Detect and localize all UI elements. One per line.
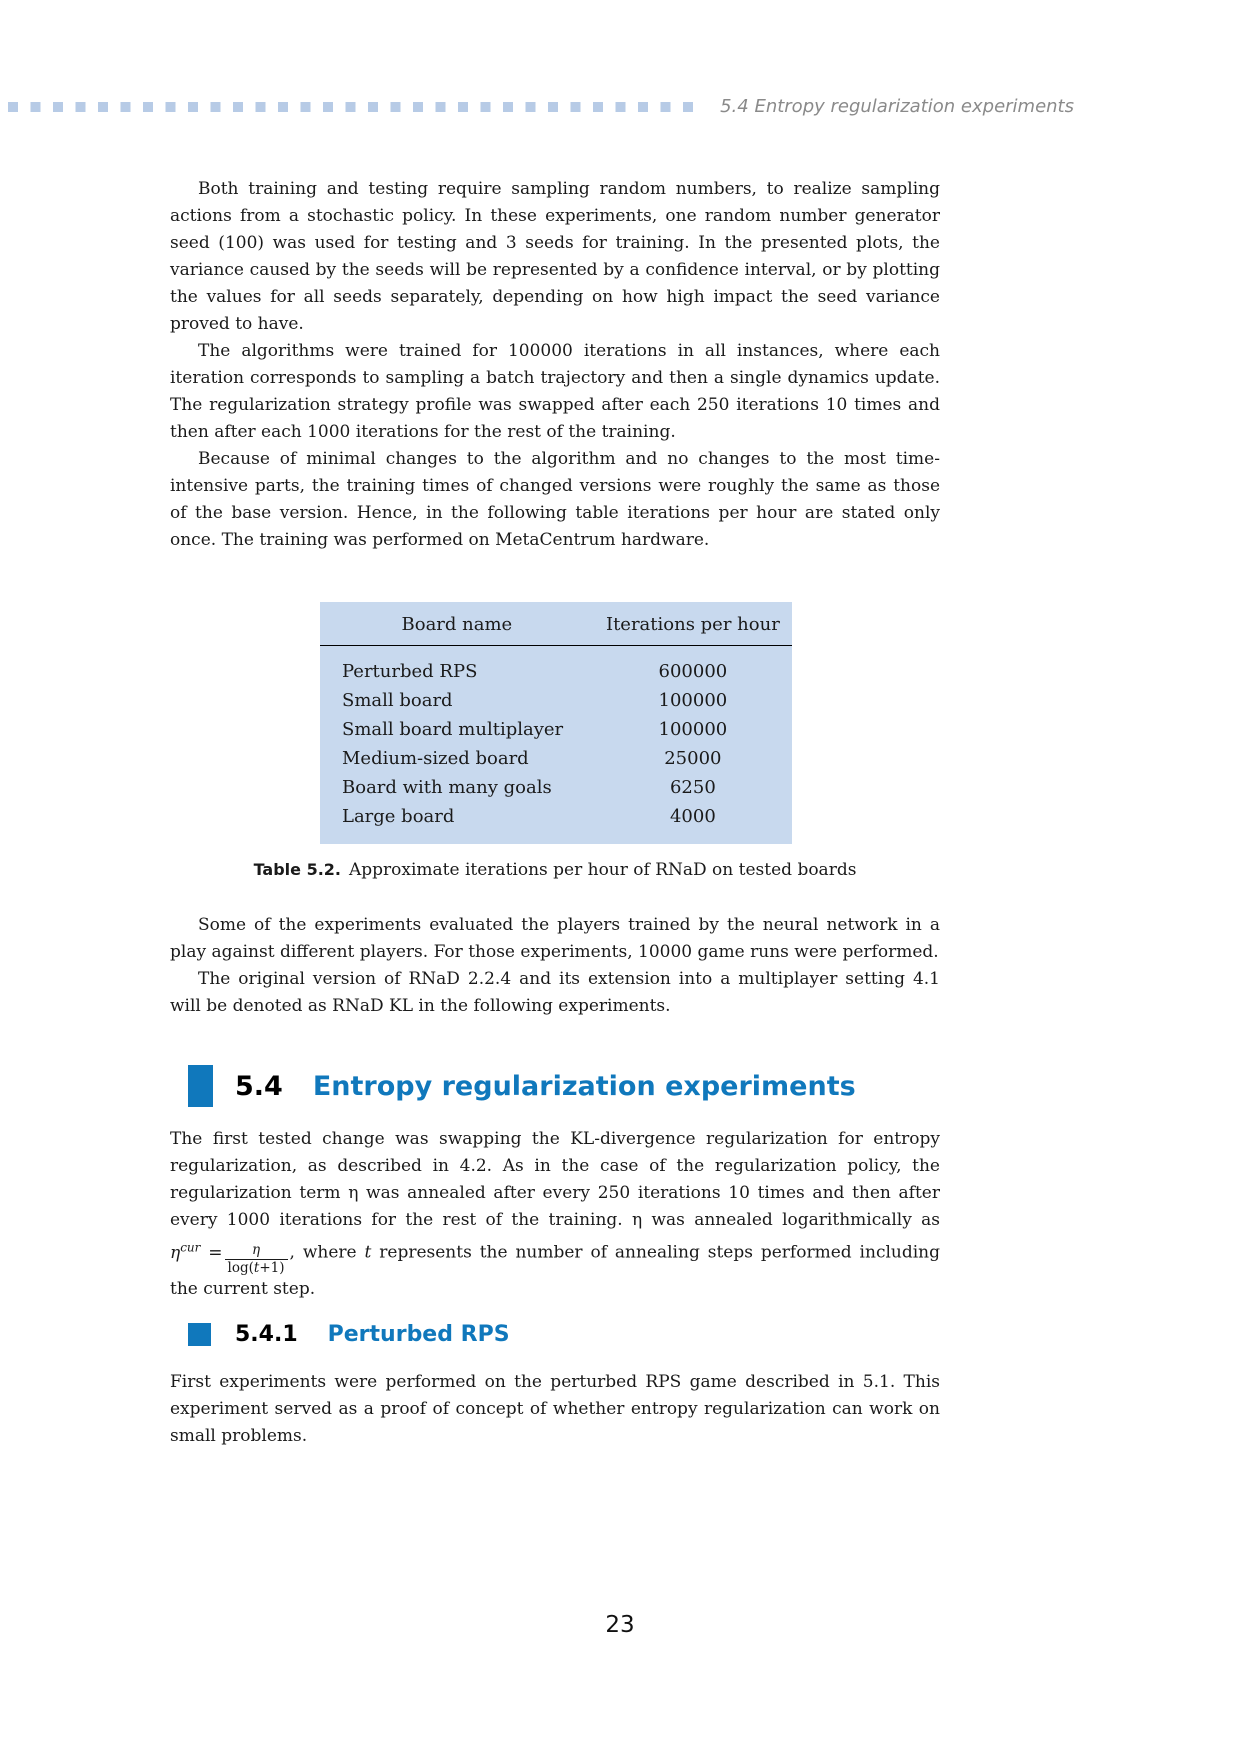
table-header <box>320 602 792 646</box>
iterations-table <box>320 602 792 844</box>
eta-annealing-formula <box>170 1240 290 1276</box>
denominator-plus-one: +1) <box>259 1259 285 1276</box>
formula-superscript: cur <box>180 1240 201 1254</box>
board-name-cell: Large board <box>342 806 455 827</box>
running-header <box>8 96 1074 117</box>
paragraph-training-iterations: The algorithms were trained for 100000 iterations in all instances, where each iteration corresponds to sampling a batch trajectory and then a single dynamics update. The regularization strategy profile was swapped after each 250 iterations 10 times and then after each 1000 iterations for the rest of the training. <box>170 341 940 442</box>
paragraph-rnad-kl: The original version of RNaD 2.2.4 and its extension into a multiplayer setting 4.1 will be denoted as RNaD KL in the following experiments. <box>170 969 940 1016</box>
section-title: Entropy regularization experiments <box>312 1070 856 1102</box>
section-heading-5-4 <box>188 1064 940 1108</box>
table-caption-text: Approximate iterations per hour of RNaD on tested boards <box>349 860 857 880</box>
iterations-cell: 100000 <box>658 719 728 740</box>
formula-equals: = <box>208 1242 223 1263</box>
table-row <box>320 646 792 687</box>
section-marker-icon <box>188 1065 213 1107</box>
table-5-2 <box>320 602 792 844</box>
table-caption <box>170 860 940 880</box>
table-row <box>320 744 792 773</box>
subsection-title: Perturbed RPS <box>327 1321 510 1347</box>
paragraph-entropy-outro-pre: , where <box>289 1242 365 1263</box>
formula-eta: η <box>170 1242 181 1263</box>
fraction-denominator <box>225 1259 288 1277</box>
table-row <box>320 686 792 715</box>
iterations-cell: 25000 <box>664 748 722 769</box>
table-body <box>320 646 792 845</box>
section-number: 5.4 <box>235 1070 283 1102</box>
iterations-cell: 100000 <box>658 690 728 711</box>
table-row <box>320 715 792 744</box>
header-dotted-rule <box>8 102 704 112</box>
paragraph-entropy-regularization <box>170 1126 940 1303</box>
subsection-heading-5-4-1 <box>188 1321 940 1347</box>
subsection-number: 5.4.1 <box>235 1321 298 1347</box>
board-name-cell: Perturbed RPS <box>342 661 478 682</box>
page-number: 23 <box>605 1612 635 1638</box>
paragraph-training-times: Because of minimal changes to the algorithm and no changes to the most time-intensive parts, the training times of changed versions were roughly the same as those of the base version. Hence, in the following table iterations per hour are stated only once. The training was performed on MetaCentrum hardware. <box>170 449 940 550</box>
board-name-cell: Small board multiplayer <box>342 719 564 740</box>
formula-fraction <box>225 1243 288 1276</box>
paragraph-perturbed-rps: First experiments were performed on the perturbed RPS game described in 5.1. This experiment served as a proof of concept of whether entropy regularization can work on small problems. <box>170 1372 940 1447</box>
subsection-marker-icon <box>188 1323 211 1346</box>
denominator-log: log( <box>227 1259 254 1276</box>
variable-t: t <box>364 1242 372 1263</box>
iterations-cell: 6250 <box>669 777 716 798</box>
paragraph-entropy-intro: The first tested change was swapping the KL-divergence regularization for entropy regularization, as described in 4.2. As in the case of the regularization policy, the regularization term η was annealed after every 250 iterations 10 times and then after every 1000 iterations for the rest of the training. η was annealed logarithmically as <box>170 1129 940 1230</box>
board-name-cell: Board with many goals <box>342 777 552 798</box>
iterations-cell: 600000 <box>658 661 728 682</box>
table-caption-label: Table 5.2. <box>253 860 341 879</box>
fraction-numerator: η <box>251 1242 261 1259</box>
paragraph-entropy-outro-post: represents the number of annealing steps performed including the current step. <box>170 1242 941 1300</box>
paragraph-sampling: Both training and testing require sampling random numbers, to realize sampling actions from a stochastic policy. In these experiments, one random number generator seed (100) was used for testing and 3 seeds for training. In the presented plots, the variance caused by the seeds will be represented by a confidence interval, or by plotting the values for all seeds separately, depending on how high impact the seed variance proved to have. <box>170 179 940 334</box>
board-name-cell: Small board <box>342 690 453 711</box>
board-name-cell: Medium-sized board <box>342 748 529 769</box>
table-row <box>320 773 792 802</box>
denominator-t: t <box>253 1259 260 1276</box>
page-body <box>170 176 940 1450</box>
paragraph-evaluation: Some of the experiments evaluated the players trained by the neural network in a play against different players. For those experiments, 10000 game runs were performed. <box>170 915 940 962</box>
table-header-row <box>320 602 792 646</box>
iterations-cell: 4000 <box>669 806 716 827</box>
running-header-title: 5.4 Entropy regularization experiments <box>720 96 1074 117</box>
table-row <box>320 802 792 844</box>
column-header-iterations: Iterations per hour <box>594 602 792 646</box>
column-header-board-name: Board name <box>320 602 594 646</box>
